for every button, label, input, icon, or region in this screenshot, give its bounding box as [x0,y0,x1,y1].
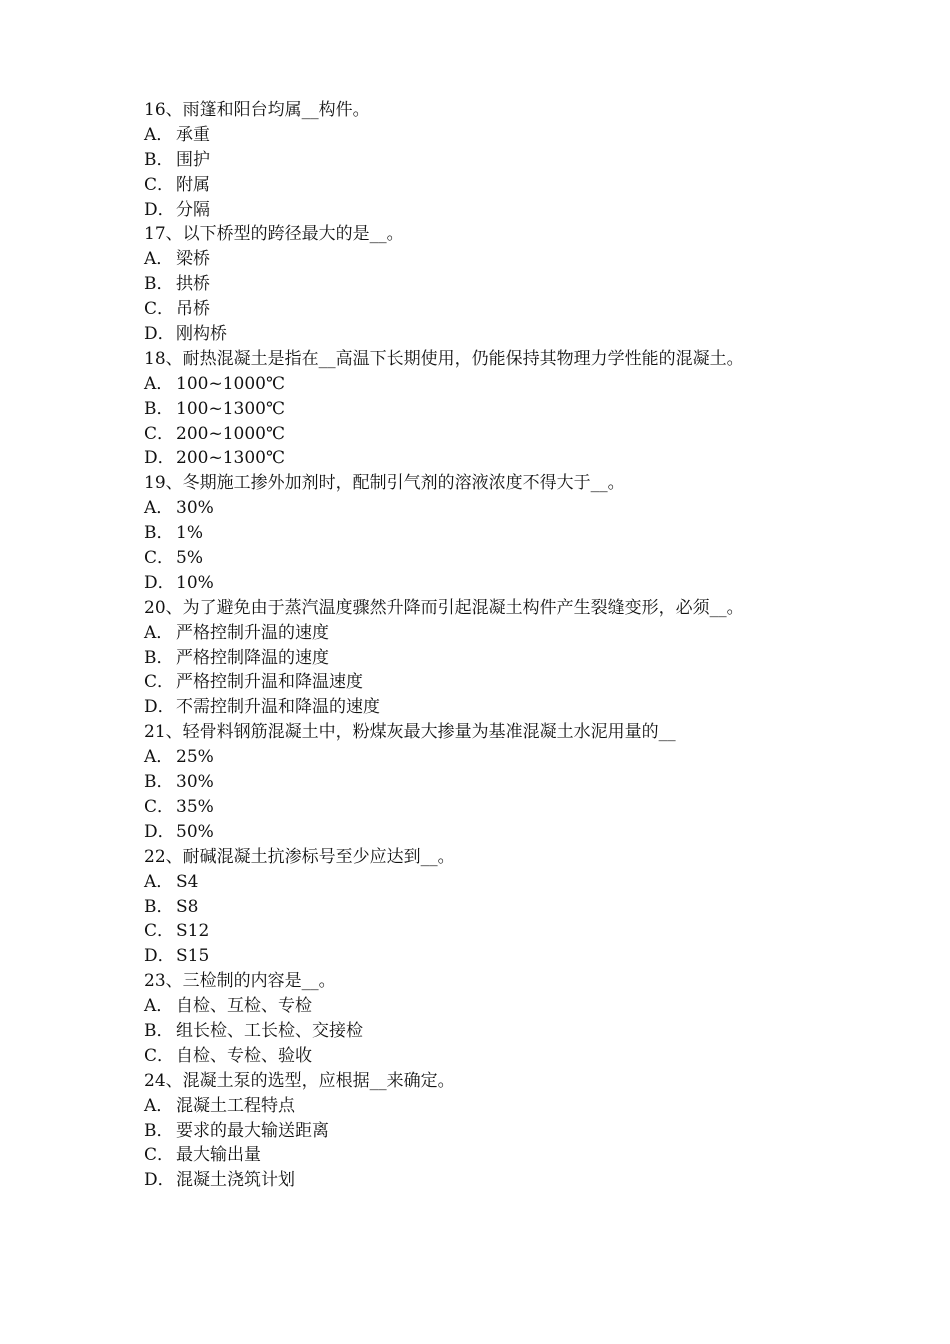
option-letter: D． [144,821,175,842]
option-letter: B． [144,1020,174,1041]
answer-option [144,621,844,646]
answer-option [144,272,844,297]
question-block [144,1069,844,1193]
answer-option [144,770,844,795]
option-text: 100~1300℃ [176,398,285,419]
option-text: 围护 [176,149,210,170]
option-text: S8 [176,896,199,917]
question-stem: 23、三检制的内容是__。 [144,971,336,992]
option-letter: D． [144,448,175,469]
question-block [144,596,844,720]
option-letter: D． [144,572,175,593]
option-letter: C． [144,1145,175,1166]
option-text: 严格控制升温和降温速度 [176,672,363,693]
answer-option [144,1094,844,1119]
answer-option [144,148,844,173]
option-letter: D． [144,697,175,718]
option-letter: A． [144,373,174,394]
question-list [144,98,844,1193]
option-text: 30% [176,772,214,793]
option-text: 200~1000℃ [176,423,285,444]
answer-option [144,670,844,695]
option-letter: B． [144,896,174,917]
answer-option [144,372,844,397]
question-stem: 17、以下桥型的跨径最大的是__。 [144,224,404,245]
option-letter: A． [144,996,174,1017]
question-block [144,98,844,222]
answer-option [144,297,844,322]
answer-option [144,646,844,671]
answer-option [144,571,844,596]
answer-option [144,496,844,521]
option-text: 分隔 [176,199,210,220]
answer-option [144,397,844,422]
option-text: 混凝土浇筑计划 [176,1170,295,1191]
option-text: 附属 [176,174,210,195]
question-stem: 19、冬期施工掺外加剂时，配制引气剂的溶液浓度不得大于__。 [144,473,625,494]
question-block [144,720,844,844]
question-stem: 16、雨篷和阳台均属__构件。 [144,100,370,120]
answer-option [144,944,844,969]
option-letter: D． [144,1170,175,1191]
option-letter: B． [144,523,174,544]
answer-option [144,247,844,272]
option-text: 200~1300℃ [176,448,285,469]
option-letter: A． [144,249,174,270]
option-text: 要求的最大输送距离 [176,1120,329,1141]
answer-option [144,173,844,198]
option-text: 5% [176,548,203,569]
answer-option [144,919,844,944]
option-text: 严格控制降温的速度 [176,647,329,668]
option-letter: A． [144,622,174,643]
option-letter: C． [144,174,175,195]
answer-option [144,1168,844,1193]
option-letter: D． [144,324,175,345]
option-letter: C． [144,672,175,693]
option-text: 100~1000℃ [176,373,285,394]
answer-option [144,521,844,546]
answer-option [144,745,844,770]
question-block [144,347,844,471]
option-text: 承重 [176,124,210,145]
option-letter: A． [144,1095,174,1116]
answer-option [144,1119,844,1144]
option-letter: C． [144,921,175,942]
question-block [144,845,844,969]
answer-option [144,546,844,571]
option-letter: A． [144,124,174,145]
option-text: S4 [176,871,199,892]
option-letter: D． [144,199,175,220]
answer-option [144,994,844,1019]
option-text: 30% [176,498,214,519]
answer-option [144,820,844,845]
option-text: 刚构桥 [176,324,227,345]
option-letter: B． [144,149,174,170]
option-text: 25% [176,747,214,768]
option-letter: B． [144,647,174,668]
option-letter: A． [144,871,174,892]
option-letter: A． [144,498,174,519]
option-text: 组长检、工长检、交接检 [176,1020,363,1041]
option-text: S12 [176,921,210,942]
option-letter: B． [144,398,174,419]
option-text: S15 [176,946,210,967]
answer-option [144,695,844,720]
question-stem: 22、耐碱混凝土抗渗标号至少应达到__。 [144,846,455,867]
option-letter: C． [144,548,175,569]
answer-option [144,1044,844,1069]
option-text: 拱桥 [176,274,210,295]
option-letter: C． [144,1045,175,1066]
question-block [144,222,844,346]
option-text: 最大输出量 [176,1145,261,1166]
option-text: 50% [176,821,214,842]
answer-option [144,446,844,471]
answer-option [144,123,844,148]
option-text: 35% [176,796,214,817]
option-letter: C． [144,423,175,444]
question-stem: 24、混凝土泵的选型，应根据__来确定。 [144,1070,455,1091]
answer-option [144,198,844,223]
answer-option [144,322,844,347]
answer-option [144,1019,844,1044]
option-text: 不需控制升温和降温的速度 [176,697,380,718]
answer-option [144,895,844,920]
answer-option [144,1143,844,1168]
option-text: 梁桥 [176,249,210,270]
answer-option [144,870,844,895]
option-text: 严格控制升温的速度 [176,622,329,643]
question-stem: 20、为了避免由于蒸汽温度骤然升降而引起混凝土构件产生裂缝变形，必须__。 [144,597,744,618]
option-text: 10% [176,572,214,593]
answer-option [144,795,844,820]
question-stem: 21、轻骨料钢筋混凝土中，粉煤灰最大掺量为基准混凝土水泥用量的__ [144,722,676,743]
option-text: 自检、专检、验收 [176,1045,312,1066]
answer-option [144,422,844,447]
question-block [144,471,844,595]
option-text: 1% [176,523,203,544]
option-text: 吊桥 [176,299,210,320]
question-stem: 18、耐热混凝土是指在__高温下长期使用，仍能保持其物理力学性能的混凝土。 [144,348,744,369]
option-letter: B． [144,1120,174,1141]
option-letter: C． [144,299,175,320]
option-text: 自检、互检、专检 [176,996,312,1017]
option-letter: B． [144,274,174,295]
option-text: 混凝土工程特点 [176,1095,295,1116]
question-block [144,969,844,1069]
option-letter: B． [144,772,174,793]
option-letter: A． [144,747,174,768]
option-letter: C． [144,796,175,817]
option-letter: D． [144,946,175,967]
